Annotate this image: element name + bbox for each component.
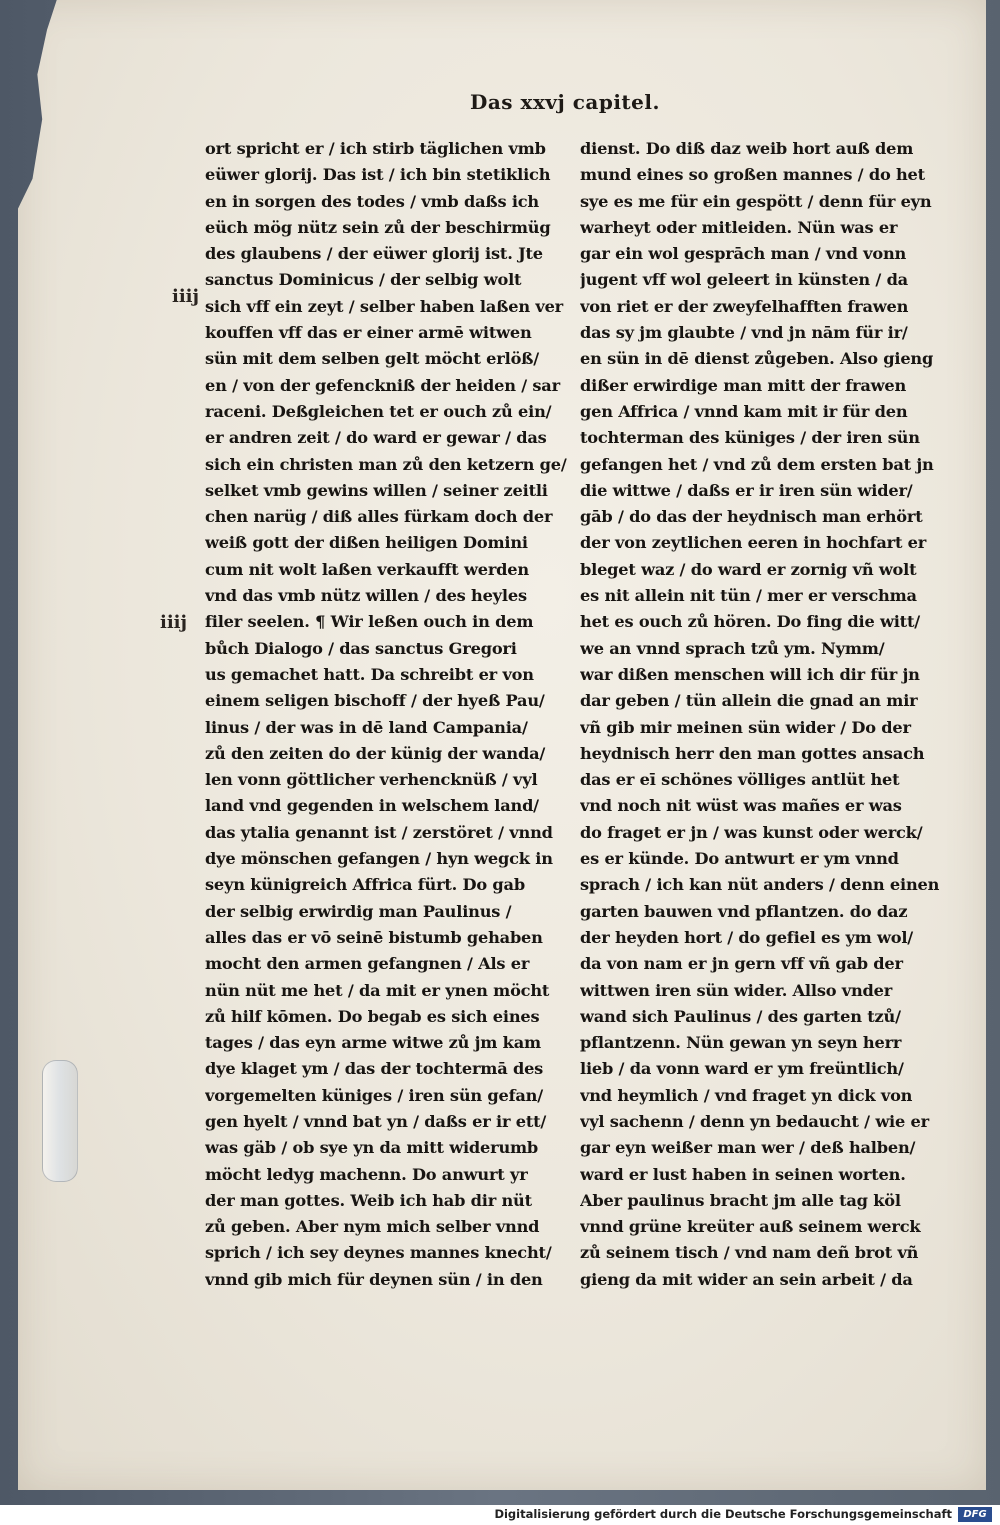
text-line: vnnd gib mich für deynen sün / in den <box>205 1269 543 1289</box>
text-line: nün nüt me het / da mit er ynen möcht <box>205 980 550 1000</box>
text-line: es er künde. Do antwurt er ym vnnd <box>580 849 899 869</box>
text-line: do fraget er jn / was kunst oder werck/ <box>580 822 923 842</box>
text-line: das ytalia genannt ist / zerstöret / vnnd <box>205 822 553 842</box>
text-line: zů hilf kōmen. Do begab es sich eines <box>205 1006 540 1026</box>
text-line: zů seinem tisch / vnd nam deñ brot vñ <box>580 1243 919 1263</box>
text-line: zů geben. Aber nym mich selber vnnd <box>205 1217 540 1237</box>
text-line: zů den zeiten do der künig der wanda/ <box>205 743 546 763</box>
text-line: linus / der was in dē land Campania/ <box>205 717 528 737</box>
text-line: gen hyelt / vnnd bat yn / daßs er ir ett/ <box>205 1111 547 1131</box>
funding-credit: Digitalisierung gefördert durch die Deutsche Forschungsgemeinschaft <box>494 1507 952 1521</box>
text-line: len vonn göttlicher verhencknüß / vyl <box>205 770 538 790</box>
dfg-logo: DFG <box>958 1507 992 1522</box>
text-line: en / von der gefenckniß der heiden / sar <box>205 375 560 395</box>
text-line: sprach / ich kan nüt anders / denn einen <box>580 875 940 895</box>
page-clip <box>42 1060 78 1182</box>
text-line: selket vmb gewins willen / seiner zeitli <box>205 480 548 500</box>
text-line: jugent vff wol geleert in künsten / da <box>580 270 908 290</box>
text-line: gar eyn weißer man wer / deß halben/ <box>580 1138 916 1158</box>
text-line: sprich / ich sey deynes mannes knecht/ <box>205 1243 552 1263</box>
text-line: das er eī schönes völliges antlüt het <box>580 770 900 790</box>
text-line: heydnisch herr den man gottes ansach <box>580 743 925 763</box>
text-line: vnd heymlich / vnd fraget yn dick von <box>580 1085 913 1105</box>
text-line: lieb / da vonn ward er ym freüntlich/ <box>580 1059 904 1079</box>
text-line: sich ein christen man zů den ketzern ge/ <box>205 454 567 474</box>
footer-bar <box>0 1505 1000 1525</box>
text-line: vorgemelten küniges / iren sün gefan/ <box>205 1085 543 1105</box>
text-line: raceni. Deßgleichen tet er ouch zů ein/ <box>205 401 552 421</box>
text-line: war dißen menschen will ich dir für jn <box>580 664 920 684</box>
text-line: vnd das vmb nütz willen / des heyles <box>205 586 527 606</box>
text-line: vyl sachenn / denn yn bedaucht / wie er <box>580 1111 929 1131</box>
text-line: het es ouch zů hören. Do fing die witt/ <box>580 612 920 632</box>
text-line: die wittwe / daßs er ir iren sün wider/ <box>580 480 913 500</box>
text-line: dar geben / tün allein die gnad an mir <box>580 691 918 711</box>
text-line: möcht ledyg machenn. Do anwurt yr <box>205 1164 528 1184</box>
text-line: von riet er der zweyfelhafften frawen <box>580 296 909 316</box>
marginal-note: iiij <box>172 286 200 307</box>
text-line: es nit allein nit tün / mer er verschma <box>580 586 917 606</box>
text-line: der man gottes. Weib ich hab dir nüt <box>205 1190 532 1210</box>
text-line: gefangen het / vnd zů dem ersten bat jn <box>580 454 934 474</box>
text-line: bleget waz / do ward er zornig vñ wolt <box>580 559 917 579</box>
text-line: einem seligen bischoff / der hyeß Pau/ <box>205 691 545 711</box>
text-line: dienst. Do diß daz weib hort auß dem <box>580 139 914 158</box>
text-line: kouffen vff das er einer armē witwen <box>205 323 532 343</box>
text-line: mund eines so großen mannes / do het <box>580 165 925 185</box>
text-line: we an vnnd sprach tzů ym. Nymm/ <box>580 638 885 658</box>
text-line: alles das er vō seinē bistumb gehaben <box>205 927 543 947</box>
text-line: vnd noch nit wüst was mañes er was <box>580 796 902 816</box>
text-line: us gemachet hatt. Da schreibt er von <box>205 664 534 684</box>
text-line: des glaubens / der eüwer glorij ist. Jte <box>205 244 543 264</box>
text-line: chen narüg / diß alles fürkam doch der <box>205 507 553 527</box>
text-line: der von zeytlichen eeren in hochfart er <box>580 533 927 553</box>
text-line: was gäb / ob sye yn da mitt widerumb <box>205 1138 539 1158</box>
left-text-column <box>205 136 570 1293</box>
text-line: der heyden hort / do gefiel es ym wol/ <box>580 927 914 947</box>
text-line: ward er lust haben in seinen worten. <box>580 1164 906 1184</box>
text-line: der selbig erwirdig man Paulinus / <box>205 901 512 921</box>
text-line: dißer erwirdige man mitt der frawen <box>580 375 907 395</box>
right-text-column <box>580 136 945 1293</box>
text-line: gāb / do das der heydnisch man erhört <box>580 507 923 527</box>
text-line: mocht den armen gefangnen / Als er <box>205 954 530 974</box>
chapter-header: Das xxvj capitel. <box>470 90 660 114</box>
text-line: eüch mög nütz sein zů der beschirmüg <box>205 217 551 237</box>
text-line: weiß gott der dißen heiligen Domini <box>205 533 528 553</box>
text-line: dye mönschen gefangen / hyn wegck in <box>205 849 553 869</box>
text-line: gieng da mit wider an sein arbeit / da <box>580 1269 913 1289</box>
text-line: cum nit wolt laßen verkaufft werden <box>205 559 529 579</box>
text-line: bůch Dialogo / das sanctus Gregori <box>205 638 517 658</box>
text-line: wand sich Paulinus / des garten tzů/ <box>580 1006 901 1026</box>
text-line: sün mit dem selben gelt möcht erlöß/ <box>205 349 539 369</box>
text-line: ort spricht er / ich stirb täglichen vmb <box>205 139 546 158</box>
text-line: sanctus Dominicus / der selbig wolt <box>205 270 522 290</box>
text-line: eüwer glorij. Das ist / ich bin stetiklich <box>205 165 551 185</box>
text-line: garten bauwen vnd pflantzen. do daz <box>580 901 908 921</box>
text-line: er andren zeit / do ward er gewar / das <box>205 428 547 448</box>
text-line: vnnd grüne kreüter auß seinem werck <box>580 1217 921 1237</box>
text-line: gen Affrica / vnnd kam mit ir für den <box>580 401 908 421</box>
text-line: tochterman des küniges / der iren sün <box>580 428 920 448</box>
text-line: sye es me für ein gespött / denn für eyn <box>580 191 932 211</box>
text-line: filer seelen. ¶ Wir leßen ouch in dem <box>205 612 534 632</box>
text-line: wittwen iren sün wider. Allso vnder <box>580 980 893 1000</box>
text-line: da von nam er jn gern vff vñ gab der <box>580 954 903 974</box>
text-line: dye klaget ym / das der tochtermā des <box>205 1059 544 1079</box>
text-line: Aber paulinus bracht jm alle tag köl <box>580 1190 901 1210</box>
text-line: en in sorgen des todes / vmb daßs ich <box>205 191 539 211</box>
text-line: pflantzenn. Nün gewan yn seyn herr <box>580 1033 902 1053</box>
text-line: vñ gib mir meinen sün wider / Do der <box>580 717 911 737</box>
text-line: gar ein wol gesprāch man / vnd vonn <box>580 244 907 264</box>
text-line: en sün in dē dienst zůgeben. Also gieng <box>580 349 934 369</box>
text-line: seyn künigreich Affrica fürt. Do gab <box>205 875 525 895</box>
text-line: tages / das eyn arme witwe zů jm kam <box>205 1033 541 1053</box>
text-line: land vnd gegenden in welschem land/ <box>205 796 539 816</box>
text-line: sich vff ein zeyt / selber haben laßen ver <box>205 296 564 316</box>
marginal-note: iiij <box>160 612 188 633</box>
text-line: das sy jm glaubte / vnd jn nām für ir/ <box>580 323 908 343</box>
text-line: warheyt oder mitleiden. Nün was er <box>580 217 898 237</box>
